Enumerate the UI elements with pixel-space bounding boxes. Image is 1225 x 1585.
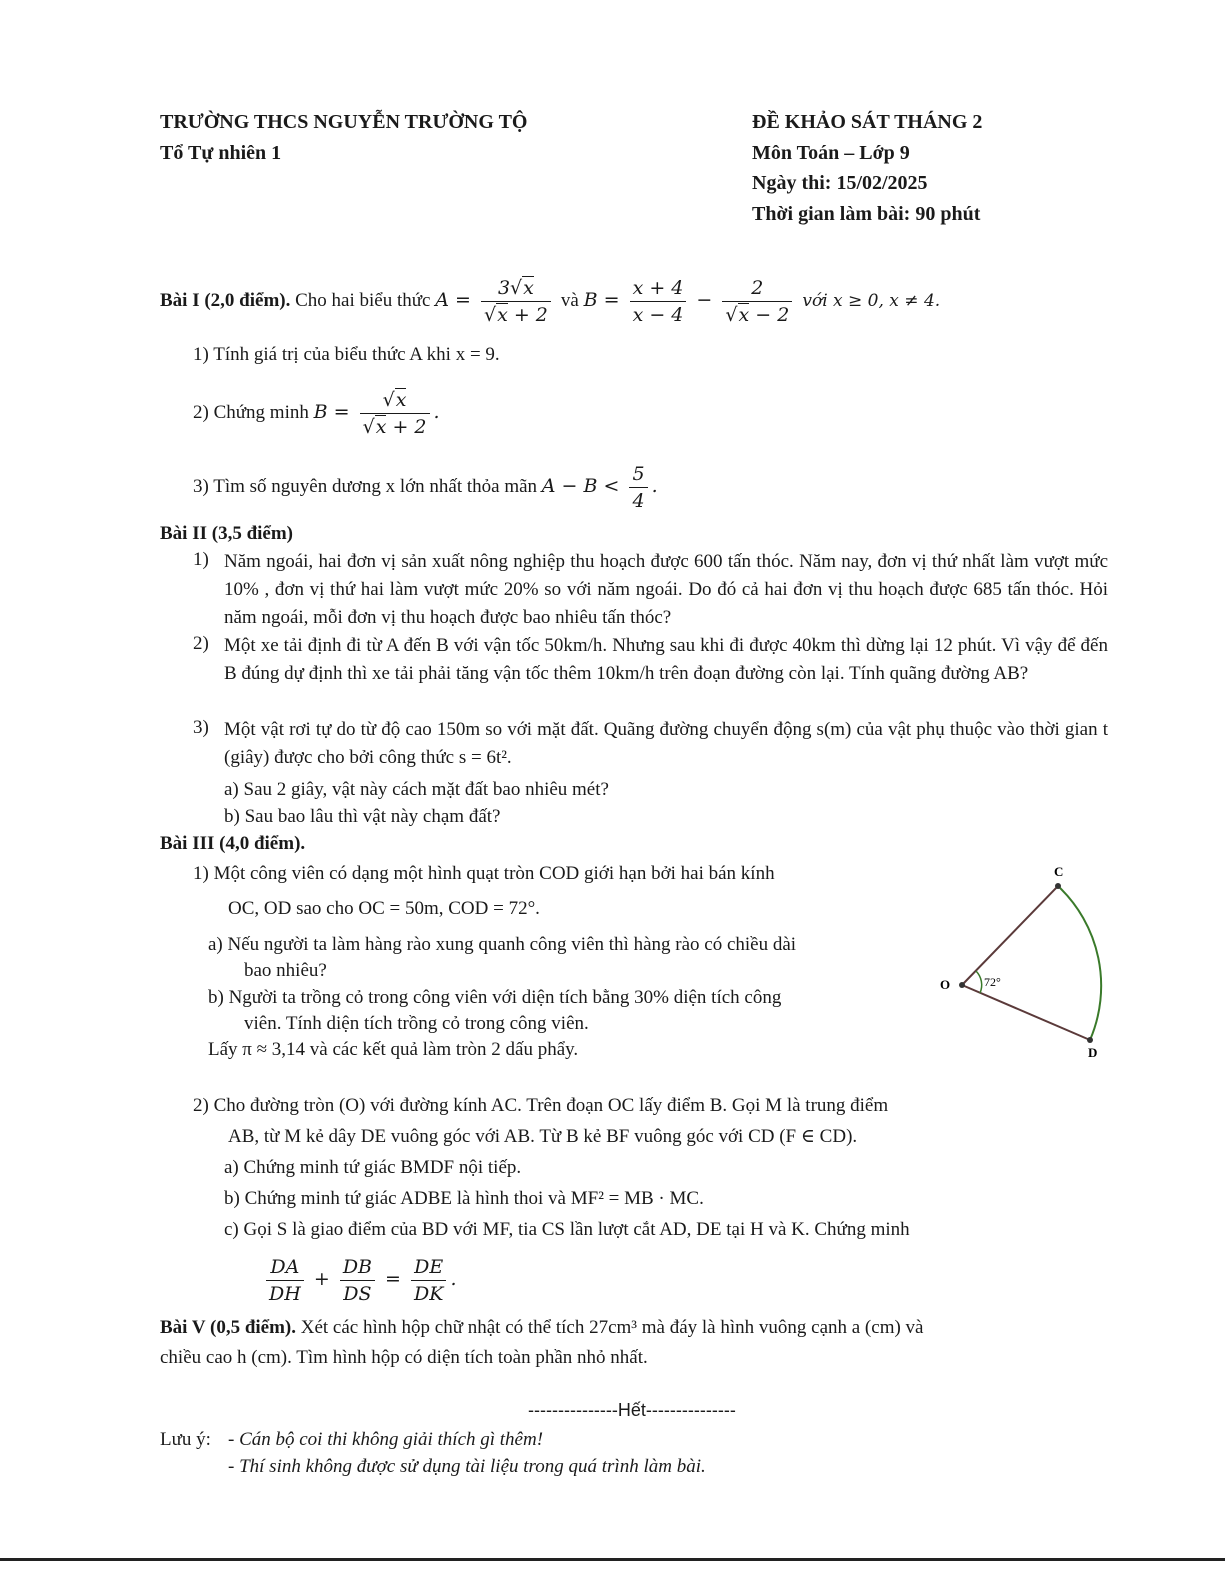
bai2-title: Bài II (3,5 điểm) [160, 523, 293, 544]
point-o [959, 982, 965, 988]
bai5-title: Bài V (0,5 điểm). [160, 1317, 296, 1338]
bai5-text-line2: chiều cao h (cm). Tìm hình hộp có diện tích toàn phần nhỏ nhất. [160, 1347, 648, 1368]
bai5-line1 [160, 1316, 923, 1340]
bai5-text-line1: Xét các hình hộp chữ nhật có thể tích 27cm³ mà đáy là hình vuông cạnh a (cm) và [300, 1317, 924, 1338]
expr-a: A = $\frac{3√x}{√x + 2}$ [435, 289, 561, 311]
bai1-intro: Cho hai biểu thức [295, 290, 431, 311]
bai1-q3 [193, 460, 658, 513]
point-c [1055, 883, 1061, 889]
bai1-q3-formula: A − B < $\frac{5}{4}$ . [541, 462, 658, 512]
subject: Môn Toán – Lớp 9 [752, 142, 910, 164]
bai2-q2: Một xe tải định đi từ A đến B với vận tốc 50km/h. Nhưng sau khi đi được 40km thì dừng lại 12 phút. Vì vậy để đến B đúng dự định thì xe tải phải tăng vận tốc thêm 10km/h trên đoạn đường còn lại. Tính quãng đường AB? [224, 635, 1108, 684]
bai1-q1: 1) Tính giá trị của biểu thức A khi x = 9. [193, 344, 500, 365]
point-d [1087, 1037, 1093, 1043]
bai2-q3a: a) Sau 2 giây, vật này cách mặt đất bao nhiêu mét? [224, 779, 609, 800]
bai3-q1a-line1: a) Nếu người ta làm hàng rào xung quanh công viên thì hàng rào có chiều dài [208, 934, 797, 955]
bai1-q2-text: 2) Chứng minh [193, 402, 309, 423]
radius-od [962, 985, 1090, 1040]
bai1-title: Bài I (2,0 điểm). [160, 290, 291, 311]
bai2-q2-num: 2) [193, 633, 209, 654]
bai3-q2-line2: AB, từ M kẻ dây DE vuông góc với AB. Từ B kẻ BF vuông góc với CD (F ∈ CD). [228, 1126, 858, 1147]
label-angle: 72° [984, 975, 1001, 989]
bai1-and: và [560, 290, 579, 311]
bai3-title: Bài III (4,0 điểm). [160, 833, 306, 854]
bai3-q2b: b) Chứng minh tứ giác ADBE là hình thoi và MF² = MB · MC. [224, 1188, 704, 1209]
bai1-condition: với x ≥ 0, x ≠ 4. [802, 291, 941, 311]
bai3-q2c: c) Gọi S là giao điểm của BD với MF, tia CS lần lượt cắt AD, DE tại H và K. Chứng minh [224, 1219, 910, 1240]
arc-cd [1058, 886, 1101, 1040]
label-o: O [940, 977, 951, 992]
bai1-q3-text: 3) Tìm số nguyên dương x lớn nhất thỏa mãn [193, 476, 538, 497]
sector-figure [920, 860, 1120, 1065]
bai3-q2c-formula: $\frac{DA}{DH}$ + $\frac{DB}{DS}$ = $\frac{DE}{DK}$ . [262, 1250, 457, 1308]
note-line1: - Cán bộ coi thi không giải thích gì thêm! [228, 1429, 544, 1450]
bai1-q2-formula: B = $\frac{√x}{√x + 2}$ . [313, 388, 440, 438]
department: Tổ Tự nhiên 1 [160, 142, 282, 164]
label-c: C [1054, 864, 1064, 879]
end-marker: ---------------Hết--------------- [528, 1400, 736, 1420]
bai2-q3-num: 3) [193, 717, 209, 738]
bai3-q2-line1: 2) Cho đường tròn (O) với đường kính AC. Trên đoạn OC lấy điểm B. Gọi M là trung điểm [193, 1095, 889, 1116]
bai3-q1b-line1: b) Người ta trồng cỏ trong công viên với diện tích bằng 30% diện tích công [208, 987, 782, 1008]
bai2-q1: Năm ngoái, hai đơn vị sản xuất nông nghiệp thu hoạch được 600 tấn thóc. Năm nay, đơn vị thứ nhất làm vượt mức 10% , đơn vị thứ hai làm vượt mức 20% so với năm ngoái. Do đó cả hai đơn vị thu hoạch được 685 tấn thóc. Hỏi năm ngoái, mỗi đơn vị thu hoạch được bao nhiêu tấn thóc? [224, 551, 1108, 628]
school-name: TRƯỜNG THCS NGUYỄN TRƯỜNG TỘ [160, 111, 528, 133]
exam-date: Ngày thi: 15/02/2025 [752, 172, 928, 194]
page-bottom-border [0, 1558, 1225, 1561]
bai2-q1-num: 1) [193, 549, 209, 570]
exam-duration: Thời gian làm bài: 90 phút [752, 203, 981, 225]
bai2-q3: Một vật rơi tự do từ độ cao 150m so với mặt đất. Quãng đường chuyển động s(m) của vật phụ thuộc vào thời gian t (giây) được cho bởi công thức s = 6t². [224, 719, 1108, 768]
note-label: Lưu ý: [160, 1429, 211, 1450]
bai3-q1-line2: OC, OD sao cho OC = 50m, COD = 72°. [228, 898, 540, 919]
exam-title: ĐỀ KHẢO SÁT THÁNG 2 [752, 111, 983, 133]
bai3-q1b-line2: viên. Tính diện tích trồng cỏ trong công viên. [244, 1013, 589, 1034]
note-line2: - Thí sinh không được sử dụng tài liệu trong quá trình làm bài. [228, 1456, 706, 1477]
label-d: D [1088, 1045, 1098, 1060]
bai1-statement [160, 270, 940, 331]
bai3-q2a: a) Chứng minh tứ giác BMDF nội tiếp. [224, 1157, 522, 1178]
bai1-q2 [193, 384, 440, 441]
expr-b: B = $\frac{x + 4}{x - 4}$ − $\frac{2}{√x - 2}$ [584, 289, 803, 311]
radius-oc [962, 886, 1058, 985]
bai3-q1a-line2: bao nhiêu? [244, 960, 327, 981]
bai2-q3b: b) Sau bao lâu thì vật này chạm đất? [224, 806, 501, 827]
angle-mark [976, 971, 982, 993]
bai3-q1-line1: 1) Một công viên có dạng một hình quạt tròn COD giới hạn bởi hai bán kính [193, 863, 775, 884]
bai3-q1-note: Lấy π ≈ 3,14 và các kết quả làm tròn 2 dấu phẩy. [208, 1039, 579, 1060]
